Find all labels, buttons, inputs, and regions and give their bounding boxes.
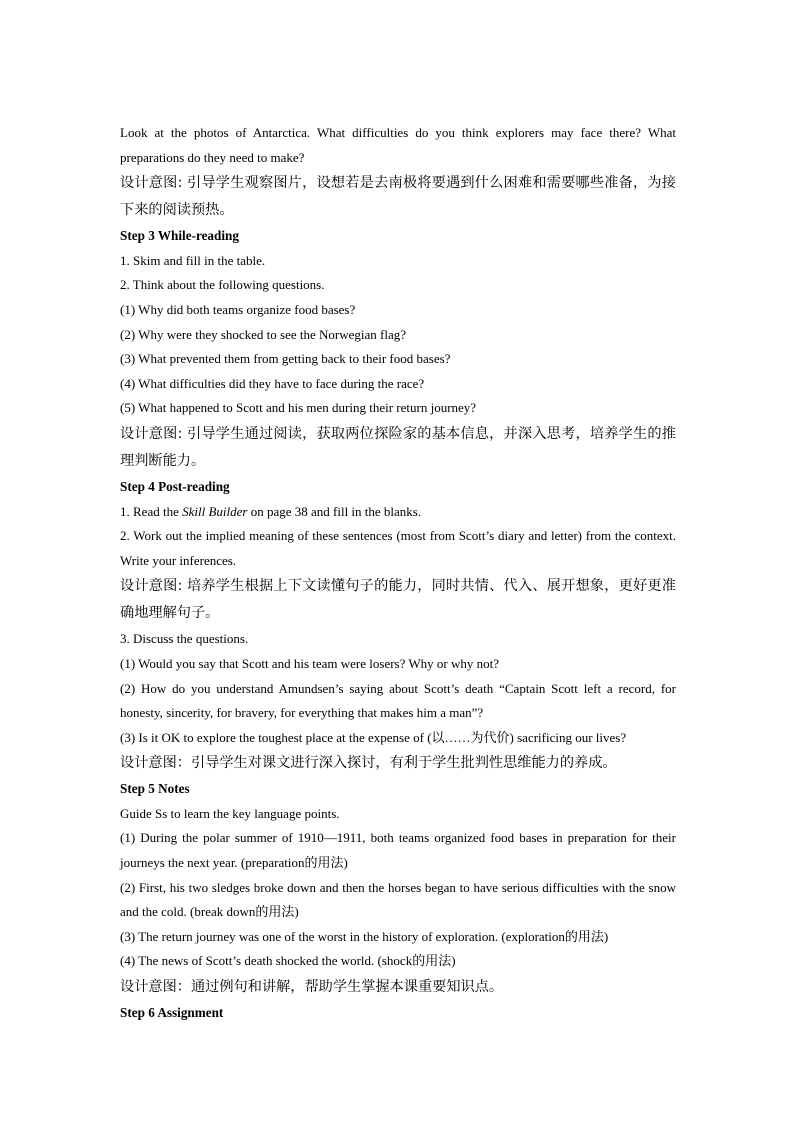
step4-question: (1) Would you say that Scott and his team were losers? Why or why not? [120,655,500,671]
step4-title: Step 4 Post-reading [120,478,230,494]
step4-design-intent-2: 设计意图：引导学生对课文进行深入探讨，有利于学生批判性思维能力的养成。 [120,755,617,772]
step6-title: Step 6 Assignment [120,1005,224,1021]
step5-guide: Guide Ss to learn the key language points. [120,805,340,821]
intro-design-intent: 设计意图: 引导学生观察图片，设想若是去南极将要遇到什么困难和需要哪些准备，为接下来的阅读预热。 [120,175,676,219]
step5-point: (3) The return journey was one of the worst in the history of exploration. (exploration的用法) [120,928,609,944]
skill-builder-title: Skill Builder [182,503,248,519]
step5-point: (1) During the polar summer of 1910—1911, both teams organized food bases in preparation for their journeys the next year. (preparation的用法) [120,830,676,871]
step4-question: (2) How do you understand Amundsen’s saying about Scott’s death “Captain Scott left a record, for honesty, sincerity, for bravery, for everything that makes him a man”? [120,680,676,721]
step4-item-1-suffix: on page 38 and fill in the blanks. [247,503,422,519]
step5-point: (2) First, his two sledges broke down and then the horses began to have serious difficulties with the snow and the cold. (break down的用法) [120,879,676,920]
lesson-plan-body [120,121,676,1026]
step5-design-intent: 设计意图：通过例句和讲解，帮助学生掌握本课重要知识点。 [120,979,504,996]
step3-item: (4) What difficulties did they have to face during the race? [120,375,425,391]
step4-question: (3) Is it OK to explore the toughest place at the expense of (以……为代价) sacrificing our lives? [120,729,627,745]
step3-item: 2. Think about the following questions. [120,277,325,293]
step3-item: 1. Skim and fill in the table. [120,252,266,268]
step4-item-3: 3. Discuss the questions. [120,631,249,647]
step3-item: (5) What happened to Scott and his men during their return journey? [120,400,477,416]
step4-design-intent-1: 设计意图: 培养学生根据上下文读懂句子的能力，同时共情、代入、展开想象，更好更准确地理解句子。 [120,578,676,622]
intro-question: Look at the photos of Antarctica. What difficulties do you think explorers may face there? What preparations do they need to make? [120,125,676,165]
step3-item: (2) Why were they shocked to see the Norwegian flag? [120,326,407,342]
step4-item-1-prefix: 1. Read the [120,503,183,519]
step4-item-1 [120,500,676,525]
step5-title: Step 5 Notes [120,781,190,797]
step3-title: Step 3 While-reading [120,228,239,244]
step3-design-intent: 设计意图: 引导学生通过阅读，获取两位探险家的基本信息，并深入思考，培养学生的推理判断能力。 [120,425,676,469]
step3-item: (1) Why did both teams organize food bases? [120,301,356,317]
step3-item: (3) What prevented them from getting back to their food bases? [120,351,451,367]
step4-item-2: 2. Work out the implied meaning of these sentences (most from Scott’s diary and letter) from the context. Write your inferences. [120,528,676,568]
step5-point: (4) The news of Scott’s death shocked the world. (shock的用法) [120,953,456,969]
